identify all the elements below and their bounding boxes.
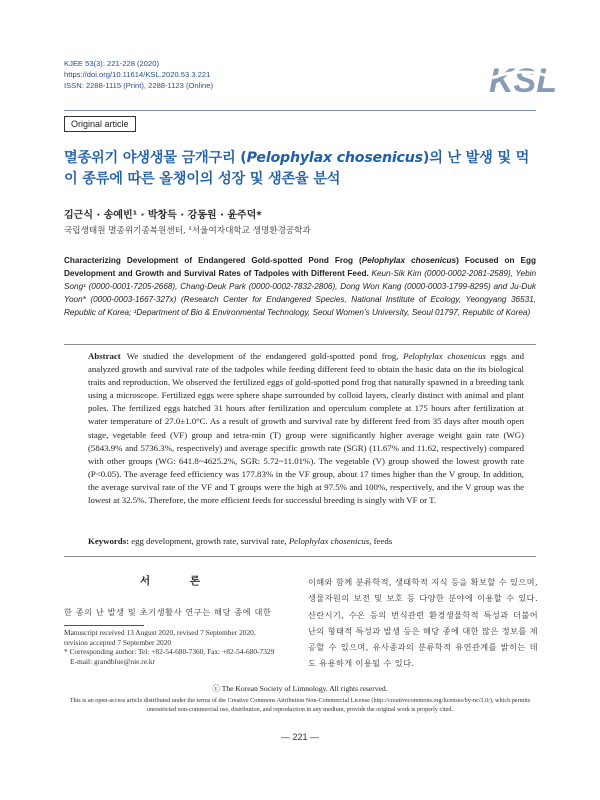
korean-title-post: )의 난 발생 및 먹이 종류에 따른 올챙이의 성장 및 생존율 분석	[64, 150, 530, 187]
footnote-accepted: revision accepted 7 September 2020	[64, 637, 172, 647]
journal-citation: KJEE 53(3): 221-228 (2020)	[64, 59, 159, 68]
korean-title-species: Pelophylax chosenicus	[246, 150, 423, 166]
keywords-label: Keywords:	[88, 536, 130, 546]
english-title-post: ) Focused on Egg Development and Growth and Survival Rates of Tadpoles with Different Feed.	[64, 256, 536, 278]
keywords-pre: egg development, growth rate, survival rate,	[129, 536, 289, 546]
abstract	[88, 350, 524, 507]
header-rule	[64, 110, 536, 111]
abstract-label: Abstract	[88, 351, 121, 361]
english-affiliation: (Research Center for Endangered Species, National Institute of Ecology, Yeongyang 36531, Republic of Korea; ¹Department of Bio & Environmental Technology, Seoul Women’s University, Seoul 01797, Republic of Korea)	[64, 295, 536, 317]
korean-title	[64, 148, 536, 190]
article-type-badge: Original article	[64, 116, 136, 132]
english-authors: Keun-Sik Kim (0000-0002-2081-2589), Yebin Song¹ (0000-0001-7205-2668), Chang-Deuk Park (0000-0002-7832-2806), Dong Won Kang (0000-0003-1799-8295) and Ju-Duk Yoon* (0000-0003-1667-327x)	[64, 269, 536, 304]
footnote	[64, 628, 304, 666]
abstract-species: Pelophylax chosenicus	[403, 351, 486, 361]
footnote-corresponding: * Corresponding author: Tel: +82-54-680-7360, Fax: +82-54-680-7329	[64, 647, 275, 657]
footnote-rule	[64, 625, 144, 626]
english-title-species: Pelophylax chosenicus	[361, 256, 457, 265]
page-number: — 221 —	[280, 732, 320, 742]
footnote-email: E-mail: grandblue@nie.re.kr	[70, 656, 155, 666]
intro-right-column: 이해와 함께 분류학적, 생태학적 지식 등을 확보할 수 있으며, 생물자원의 보전 및 보호 등 다양한 분야에 이용할 수 있다. 산란시기, 수온 등의 번식관련 환경생물학적 특성과 더불어 난의 형태적 특성과 발생 등은 해당 종에 대한 많은 정보를 제공할 수 있으며, 유사종과의 분류학적 유연관계를 밝히는 데도 유용하게 이용될 수 있다.	[308, 577, 538, 669]
issn-line: ISSN: 2288-1115 (Print), 2288-1123 (Online)	[64, 81, 214, 90]
keywords-species: Pelophylax chosenicus	[288, 536, 370, 546]
logo-text: KSL	[489, 62, 557, 100]
keywords	[88, 536, 524, 546]
korean-title-pre: 멸종위기 야생생물 금개구리 (	[64, 150, 247, 166]
abstract-text-pre: We studied the development of the endangered gold-spotted pond frog,	[126, 351, 404, 361]
english-title-block	[64, 254, 536, 319]
introduction-heading: 서 론	[140, 575, 218, 587]
doi-link[interactable]: https://doi.org/10.11614/KSL.2020.53.3.221	[64, 70, 211, 79]
intro-left-column: 한 종의 난 발생 및 초기생활사 연구는 해당 종에 대한	[64, 607, 272, 617]
english-title-pre: Characterizing Development of Endangered Gold-spotted Pond Frog (	[64, 256, 362, 265]
abstract-text-post: eggs and analyzed growth and survival rate of the tadpoles while feeding different feed to obtain the basic data on the its biological traits and reproduction. We observed the fertilized eggs of gold-spotted pond frog that naturally spawned in a breeding tank using a microscope. Fertilized eggs were sphere shape surrounded by colloid layers, clearly distinct with animal and plant poles. The fertilized eggs hatched 31 hours after fertilization and operculum complete at 175 hours after fertilization at water temperature of 27.0±1.0°C. As a result of growth and survival rate by different feed from 35 days after mouth open stage, vegetable feed (VF) group and tetra-min (T) group were significantly higher average weight gain rate (WG) (5843.9% and 5736.3%, respectively) and average specific growth rate (SGR) (11.67% and 11.62, respectively) compared with other groups (WG: 641.8~4625.2%, SGR: 5.72~11.01%). The vegetable (V) group showed the lowest growth rate (P<0.05). The average feed efficiency was 177.83% in the VF group, about 17 times higher than the V group. In addition, the average survival rate of the VF and T groups were the high at 97.5% and 100%, respectively, and the V group was the lowest at 32.5%. Therefore, the more efficient feeds for successful breeding is singly with VF or T.	[88, 351, 524, 506]
copyright-notice: ⓒ The Korean Society of Limnology. All rights reserved.	[212, 684, 388, 693]
abstract-bottom-rule	[64, 556, 536, 557]
footnote-received: Manuscript received 13 August 2020, revised 7 September 2020,	[64, 628, 256, 637]
korean-affiliation: 국립생태원 멸종위기종복원센터, ¹서울여자대학교 생명환경공학과	[64, 226, 311, 236]
keywords-post: , feeds	[369, 536, 393, 546]
journal-meta	[64, 58, 213, 91]
ksl-logo	[486, 56, 560, 104]
korean-authors: 김근식 · 송예빈¹ · 박창득 · 강동원 · 윤주덕*	[64, 210, 262, 221]
abstract-top-rule	[64, 344, 536, 345]
license-notice: This is an open-access article distributed under the terms of the Creative Commons Attribution Non-Commercial License (http://creativecommons.org/licenses/by-nc/3.0/), which permits unrestricted non-commercial use, distribution, and reproduction in any medium, provide the original work is properly cited.	[69, 697, 531, 713]
